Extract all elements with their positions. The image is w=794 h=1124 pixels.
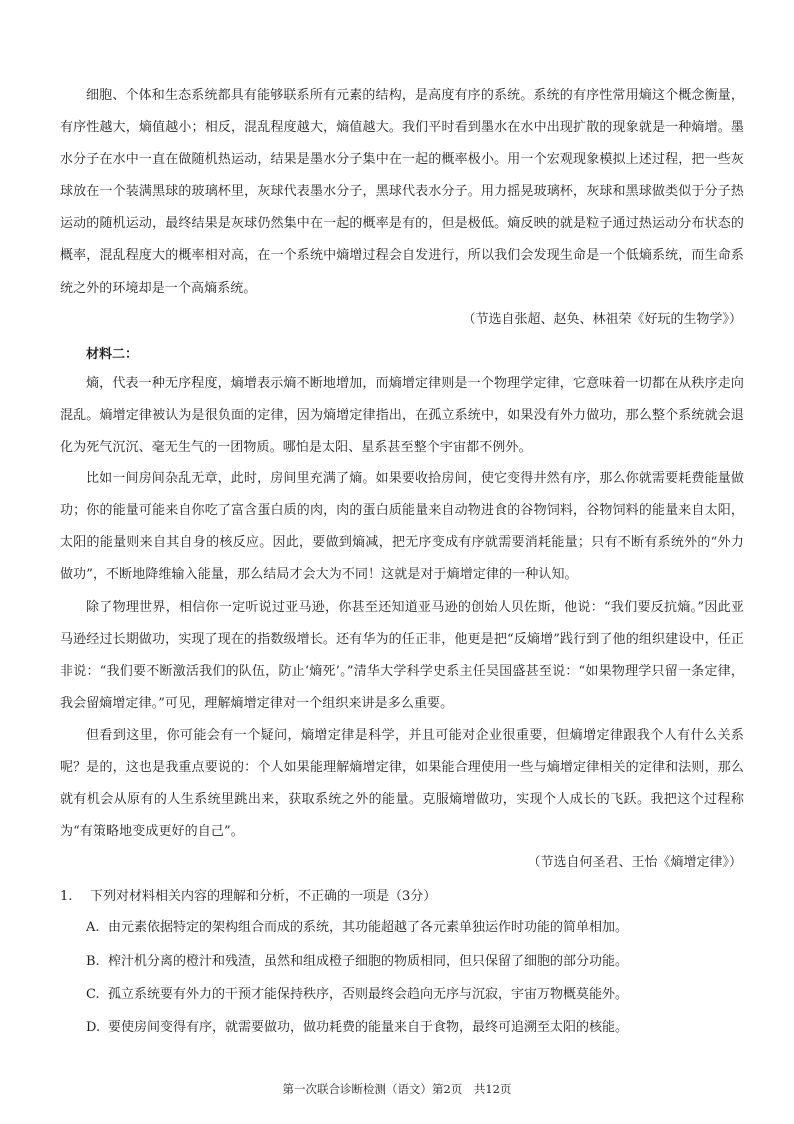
option-letter: D. — [86, 1020, 101, 1035]
material-one-paragraph: 细胞、个体和生态系统都具有能够联系所有元素的结构，是高度有序的系统。系统的有序性常用熵这个概念衡量，有序性越大，熵值越小；相反，混乱程度越大，熵值越大。我们平时看到墨水在水中出现扩散的现象就是一种熵增。墨水分子在水中一直在做随机热运动，结果是墨水分子集中在一起的概率极小。用一个宏观现象模拟上述过程，把一些灰球放在一个装满黑球的玻璃杯里，灰球代表墨水分子，黑球代表水分子。用力摇晃玻璃杯，灰球和黑球做类似于分子热运动的随机运动，最终结果是灰球仍然集中在一起的概率是有的，但是极低。熵反映的就是粒子通过热运动分布状态的概率，混乱程度大的概率相对高，在一个系统中熵增过程会自发进行，所以我们会发现生命是一个低熵系统，而生命系统之外的环境却是一个高熵系统。 — [60, 88, 744, 296]
option-text: 榨汁机分离的橙汁和残渣，虽然和组成橙子细胞的物质相同，但只保留了细胞的部分功能。 — [108, 954, 629, 969]
option-text: 孤立系统要有外力的干预才能保持秩序，否则最终会趋向无序与沉寂，宇宙万物概莫能外。 — [108, 987, 629, 1002]
material-one-source: （节选自张超、赵奂、林祖荣《好玩的生物学》） — [462, 312, 742, 327]
option-text: 由元素依据特定的架构组合而成的系统，其功能超越了各元素单独运作时功能的简单相加。 — [108, 920, 629, 935]
option-letter: B. — [86, 954, 100, 969]
material-two-paragraph-1: 熵，代表一种无序程度，熵增表示熵不断地增加，而熵增定律则是一个物理学定律，它意味着一切都在从秩序走向混乱。熵增定律被认为是很负面的定律，因为熵增定律指出，在孤立系统中，如果没有外力做功，那么整个系统就会退化为死气沉沉、毫无生气的一团物质。哪怕是太阳、星系甚至整个宇宙都不例外。 — [60, 376, 744, 456]
option-a — [86, 918, 628, 938]
option-d — [86, 1018, 628, 1038]
material-two-paragraph-4: 但看到这里，你可能会有一个疑问，熵增定律是科学，并且可能对企业很重要，但熵增定律跟我个人有什么关系呢？是的，这也是我重点要说的：个人如果能理解熵增定律，如果能合理使用一些与熵增定律相关的定律和法则，那么就有机会从原有的人生系统里跳出来，获取系统之外的能量。克服熵增做功，实现个人成长的飞跃。我把这个过程称为“有策略地变成更好的自己”。 — [60, 728, 744, 840]
material-two-paragraph-3: 除了物理世界，相信你一定听说过亚马逊，你甚至还知道亚马逊的创始人贝佐斯，他说：“我们要反抗熵。”因此亚马逊经过长期做功，实现了现在的指数级增长。还有华为的任正非，他更是把“反熵增”践行到了他的组织建设中，任正非说：“我们要不断激活我们的队伍，防止‘熵死’。”清华大学科学史系主任吴国盛甚至说：“如果物理学只留一条定律，我会留熵增定律。”可见，理解熵增定律对一个组织来讲是多么重要。 — [60, 600, 744, 712]
question-number: 1. — [60, 889, 73, 904]
option-text: 要使房间变得有序，就需要做功，做功耗费的能量来自于食物，最终可追溯至太阳的核能。 — [108, 1020, 629, 1035]
material-two-source: （节选自何圣君、王怡《熵增定律》） — [527, 855, 742, 870]
option-letter: C. — [86, 987, 100, 1002]
option-b — [86, 952, 628, 972]
material-two-heading: 材料二： — [86, 347, 139, 362]
material-two-paragraph-2: 比如一间房间杂乱无章，此时，房间里充满了熵。如果要收拾房间，使它变得井然有序，那么你就需要耗费能量做功；你的能量可能来自你吃了富含蛋白质的肉，肉的蛋白质能量来自动物进食的谷物饲料，谷物饲料的能量来自太阳，太阳的能量则来自其自身的核反应。因此，要做到熵减，把无序变成有序就需要消耗能量；只有不断有系统外的“外力做功”，不断地降维输入能量，那么结局才会大为不同！这就是对于熵增定律的一种认知。 — [60, 471, 744, 583]
question-text: 下列对材料相关内容的理解和分析，不正确的一项是（3分） — [90, 889, 437, 904]
page-footer: 第一次联合诊断检测（语文）第2页 共12页 — [282, 1082, 512, 1096]
option-c — [86, 985, 628, 1005]
option-letter: A. — [86, 920, 100, 935]
question-stem — [60, 887, 436, 907]
